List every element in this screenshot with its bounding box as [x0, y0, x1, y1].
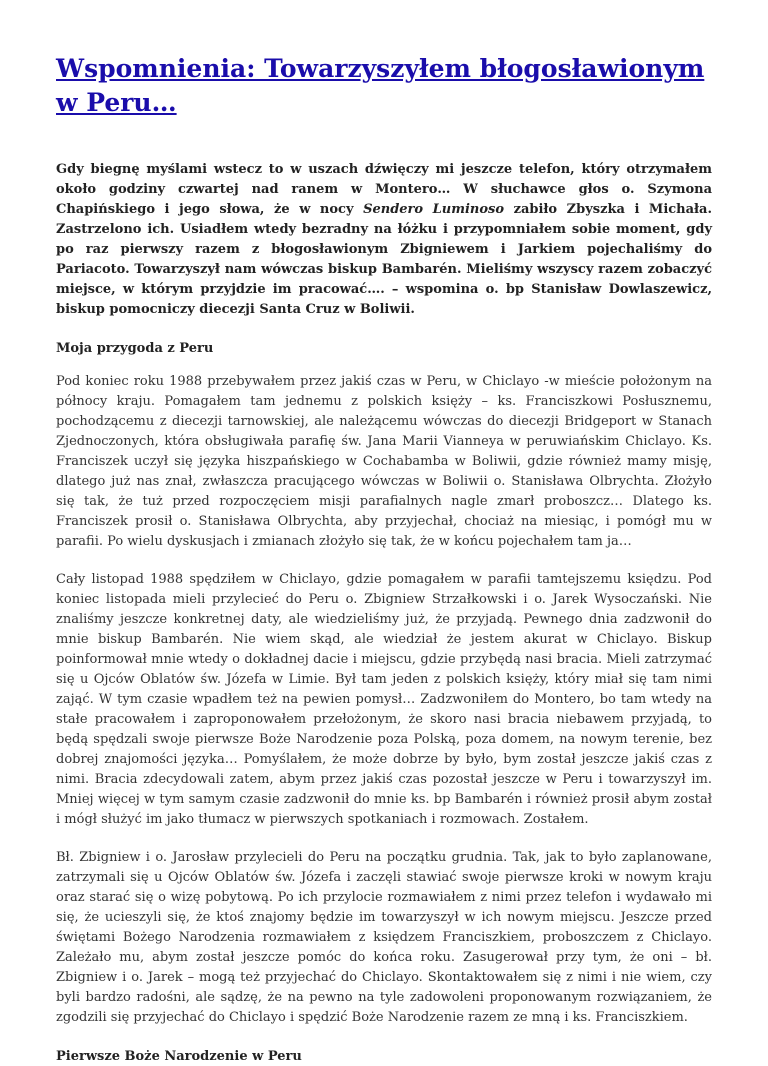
article-title-link[interactable]: Wspomnienia: Towarzyszyłem błogosławionym w Peru…	[56, 54, 705, 117]
article	[56, 0, 712, 1066]
paragraph-3: Bł. Zbigniew i o. Jarosław przylecieli do Peru na początku grudnia. Tak, jak to było zaplanowane, zatrzymali się u Ojców Oblatów św. Józefa i zaczęli stawiać swoje pierwsze kroki w nowym kraju oraz starać się o wizę pobytową. Po ich przylocie rozmawiałem z nimi przez telefon i wydawało mi się, że ucieszyli się, że ktoś znajomy będzie im towarzyszył w ich nowym miejscu. Jeszcze przed świętami Bożego Narodzenia rozmawiałem z księdzem Franciszkiem, proboszczem z Chiclayo. Zależało mu, abym został jeszcze pomóc do końca roku. Zasugerował przy tym, że oni – bł. Zbigniew i o. Jarek – mogą też przyjechać do Chiclayo. Skontaktowałem się z nimi i nie wiem, czy byli bardzo radośni, ale sądzę, że na pewno na tyle zadowoleni proponowanym rozwiązaniem, że zgodzili się przyjechać do Chiclayo i spędzić Boże Narodzenie razem ze mną i ks. Franciszkiem.	[56, 850, 712, 1025]
paragraph-1: Pod koniec roku 1988 przebywałem przez jakiś czas w Peru, w Chiclayo -w mieście położonym na północy kraju. Pomagałem tam jednemu z polskich księży – ks. Franciszkowi Posłusznemu, pochodzącemu z diecezji tarnowskiej, ale należącemu wówczas do diecezji Bridgeport w Stanach Zjednoczonych, która obsługiwała parafię św. Jana Marii Vianneya w peruwiańskim Chiclayo. Ks. Franciszek uczył się języka hiszpańskiego w Cochabamba w Boliwii, gdzie również mamy misję, dlatego już nas znał, zwłaszcza pracującego wówczas w Boliwii o. Stanisława Olbrychta. Złożyło się tak, że tuż przed rozpoczęciem misji parafialnych nagle zmarł proboszcz… Dlatego ks. Franciszek prosił o. Stanisława Olbrychta, aby przyjechał, chociaż na miesiąc, i pomógł mu w parafii. Po wielu dyskusjach i zmianach złożyło się tak, że w końcu pojechałem tam ja…	[56, 374, 712, 549]
section-heading-moja-przygoda: Moja przygoda z Peru	[56, 341, 214, 356]
lead-text-italic: Sendero Luminoso	[363, 202, 505, 217]
section-heading-pierwsze-boze-narodzenie: Pierwsze Boże Narodzenie w Peru	[56, 1049, 302, 1064]
paragraph-2: Cały listopad 1988 spędziłem w Chiclayo, gdzie pomagałem w parafii tamtejszemu księdzu. Pod koniec listopada mieli przylecieć do Peru o. Zbigniew Strzałkowski i o. Jarek Wysoczański. Nie znaliśmy jeszcze konkretnej daty, ale wiedzieliśmy już, że przyjadą. Pewnego dnia zadzwonił do mnie biskup Bambarén. Nie wiem skąd, ale wiedział że jestem akurat w Chiclayo. Biskup poinformował mnie wtedy o dokładnej dacie i miejscu, gdzie przybędą nasi bracia. Mieli zatrzymać się u Ojców Oblatów św. Józefa w Limie. Był tam jeden z polskich księży, który miał się tam nimi zająć. W tym czasie wpadłem też na pewien pomysł… Zadzwoniłem do Montero, bo tam wtedy na stałe pracowałem i zaproponowałem przełożonym, że skoro nasi bracia niebawem przyjadą, to będą spędzali swoje pierwsze Boże Narodzenie poza Polską, poza domem, na nowym terenie, bez dobrej znajomości języka… Pomyślałem, że może dobrze by było, bym został jeszcze jakiś czas z nimi. Bracia zdecydowali zatem, abym przez jakiś czas pozostał jeszcze w Peru i towarzyszył im. Mniej więcej w tym samym czasie zadzwonił do mnie ks. bp Bambarén i również prosił abym został i mógł służyć im jako tłumacz w pierwszych spotkaniach i rozmowach. Zostałem.	[56, 572, 712, 827]
article-lead	[56, 160, 712, 320]
lead-text-before: Gdy biegnę myślami wstecz to w uszach dźwięczy mi jeszcze telefon, który otrzymałem około godziny czwartej nad ranem w Montero… W słuchawce głos o. Szymona Chapińskiego i jego słowa, że w nocy	[56, 162, 712, 217]
lead-text-after: zabiło Zbyszka i Michała. Zastrzelono ich. Usiadłem wtedy bezradny na łóżku i przypomniałem sobie moment, gdy po raz pierwszy razem z błogosławionym Zbigniewem i Jarkiem pojechaliśmy do Pariacoto. Towarzyszył nam wówczas biskup Bambarén. Mieliśmy wszyscy razem zobaczyć miejsce, w którym przyjdzie im pracować…. – wspomina o. bp Stanisław Dowlaszewicz, biskup pomocniczy diecezji Santa Cruz w Boliwii.	[56, 202, 713, 317]
